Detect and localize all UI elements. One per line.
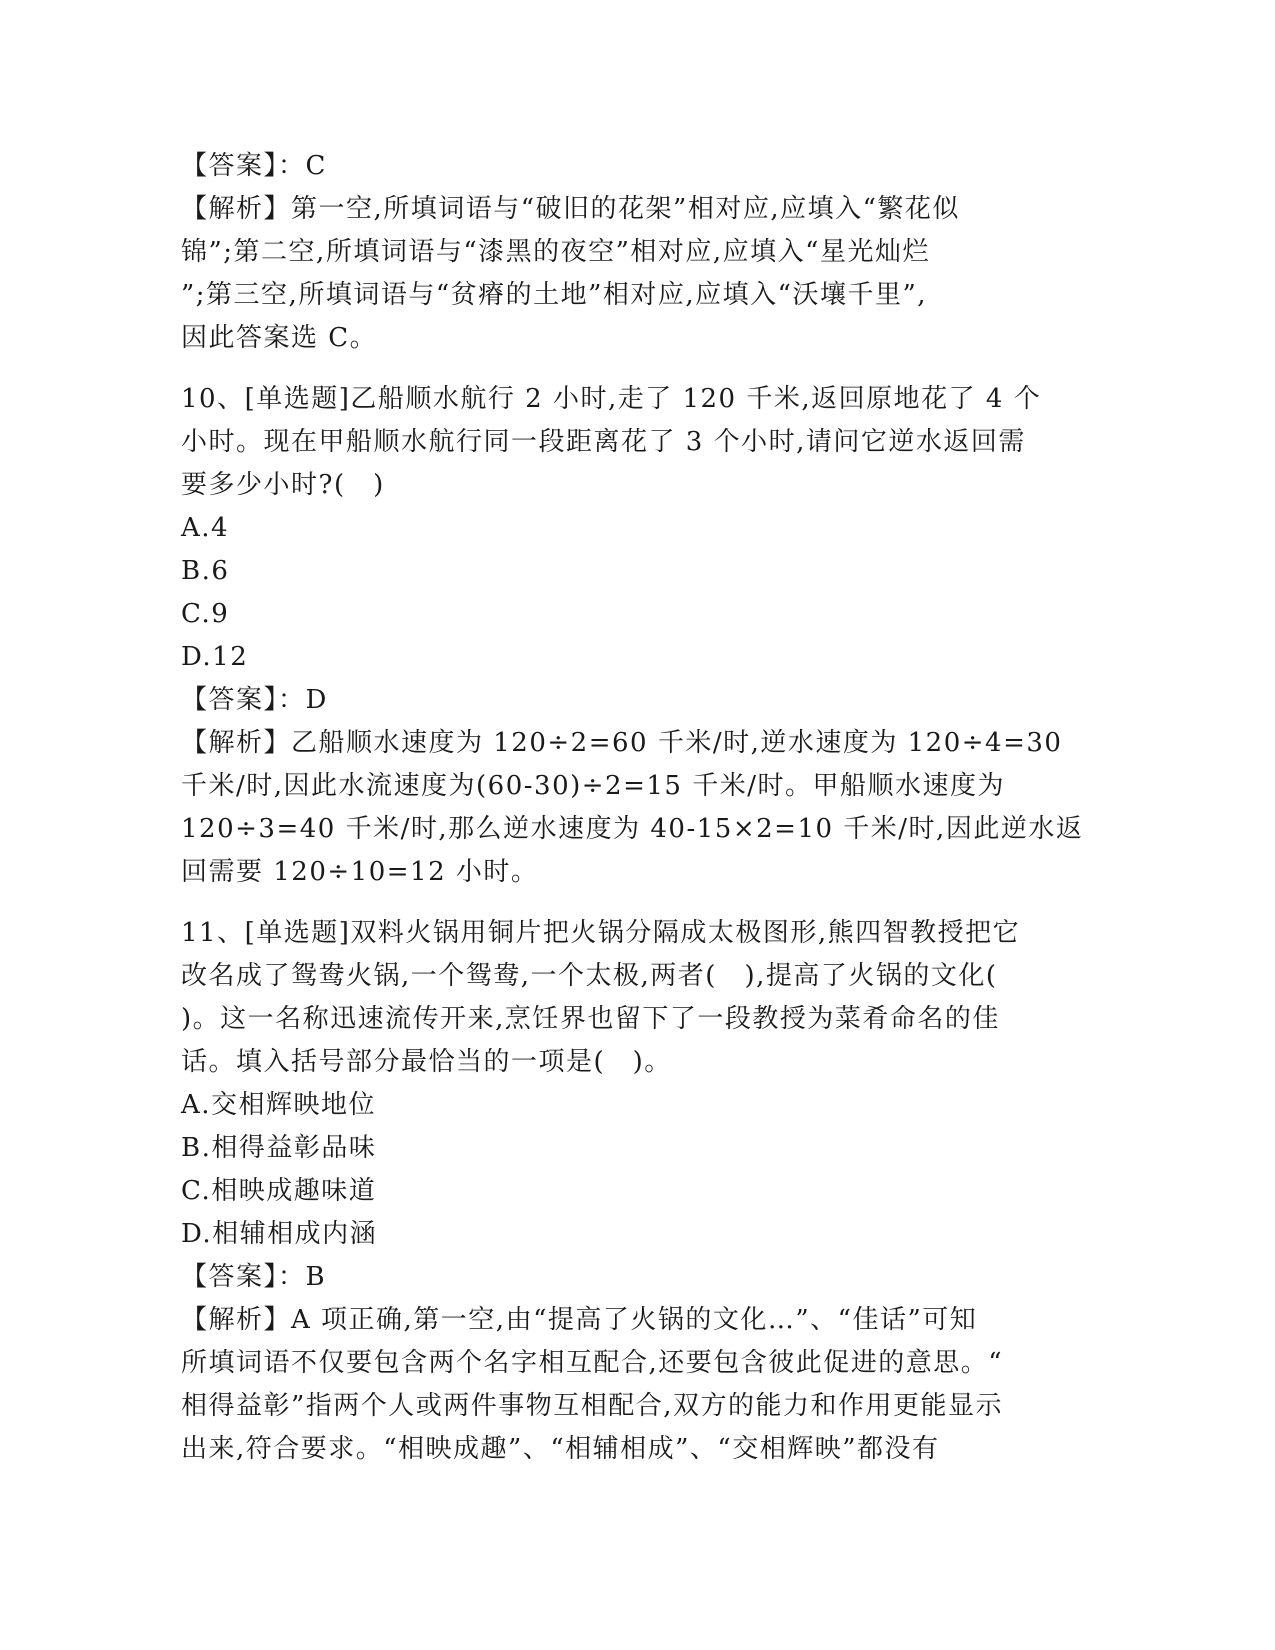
document-page — [181, 145, 1091, 1471]
question-stem-line: 小时。现在甲船顺水航行同一段距离花了 3 个小时,请问它逆水返回需 — [181, 427, 1026, 457]
analysis-line: 因此答案选 C。 — [181, 323, 378, 353]
option-b: B.6 — [181, 556, 230, 586]
option-a: A.交相辉映地位 — [181, 1090, 377, 1120]
analysis-line: 【解析】乙船顺水速度为 120÷2=60 千米/时,逆水速度为 120÷4=30 — [181, 728, 1063, 758]
question-10 — [181, 378, 1091, 894]
analysis-line: 【解析】A 项正确,第一空,由“提高了火锅的文化…”、“佳话”可知 — [181, 1305, 978, 1335]
analysis-line: 【解析】第一空,所填词语与“破旧的花架”相对应,应填入“繁花似 — [181, 194, 960, 224]
analysis-line: 出来,符合要求。“相映成趣”、“相辅相成”、“交相辉映”都没有 — [181, 1434, 940, 1464]
question-stem-line: 改名成了鸳鸯火锅,一个鸳鸯,一个太极,两者( ),提高了火锅的文化( — [181, 961, 998, 991]
analysis-line: 所填词语不仅要包含两个名字相互配合,还要包含彼此促进的意思。“ — [181, 1348, 1004, 1378]
question-stem-line: 11、[单选题]双料火锅用铜片把火锅分隔成太极图形,熊四智教授把它 — [181, 918, 1021, 948]
question-stem-line: 10、[单选题]乙船顺水航行 2 小时,走了 120 千米,返回原地花了 4 个 — [181, 384, 1042, 414]
q9-answer-block — [181, 145, 1091, 360]
analysis-line: 120÷3=40 千米/时,那么逆水速度为 40-15×2=10 千米/时,因此逆水返 — [181, 814, 1084, 844]
option-c: C.相映成趣味道 — [181, 1176, 377, 1206]
answer-line: 【答案】：C — [181, 151, 327, 181]
question-11 — [181, 912, 1091, 1471]
option-b: B.相得益彰品味 — [181, 1133, 377, 1163]
option-c: C.9 — [181, 599, 230, 629]
question-stem-line: )。这一名称迅速流传开来,烹饪界也留下了一段教授为菜肴命名的佳 — [181, 1004, 1000, 1034]
question-stem-line: 要多少小时?( ) — [181, 470, 385, 500]
question-stem-line: 话。填入括号部分最恰当的一项是( )。 — [181, 1047, 672, 1077]
analysis-line: ”;第三空,所填词语与“贫瘠的土地”相对应,应填入“沃壤千里”, — [181, 280, 928, 310]
option-d: D.12 — [181, 642, 249, 672]
analysis-line: 回需要 120÷10=12 小时。 — [181, 857, 539, 887]
option-a: A.4 — [181, 513, 230, 543]
analysis-line: 千米/时,因此水流速度为(60-30)÷2=15 千米/时。甲船顺水速度为 — [181, 771, 1005, 801]
option-d: D.相辅相成内涵 — [181, 1219, 378, 1249]
answer-line: 【答案】：B — [181, 1262, 327, 1292]
analysis-line: 锦”;第二空,所填词语与“漆黑的夜空”相对应,应填入“星光灿烂 — [181, 237, 930, 267]
analysis-line: 相得益彰”指两个人或两件事物互相配合,双方的能力和作用更能显示 — [181, 1391, 1004, 1421]
answer-line: 【答案】：D — [181, 685, 328, 715]
